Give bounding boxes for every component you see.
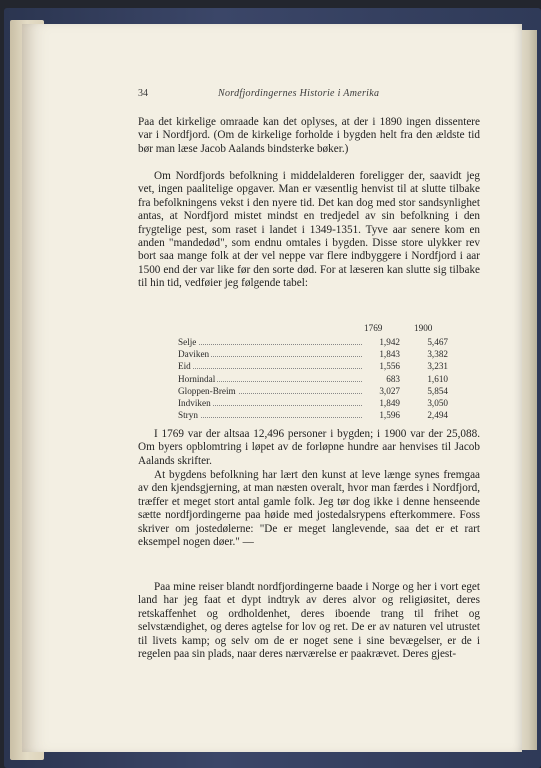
table-cell-1769: 1,843 [379, 349, 400, 360]
population-table [178, 323, 448, 422]
table-body [178, 337, 448, 422]
table-cell-name: Daviken [178, 349, 210, 360]
paragraph-1: Paa det kirkelige omraade kan det oplyses, at der i 1890 ingen dissentere var i Nordfjord. (Om de kirkelige forholde i bygden helt fra den ældste tid bør man læse Jacob Aalands bindsterke bøker.) [138, 116, 480, 155]
table-cell-name: Selje [178, 337, 197, 347]
column-header-1769: 1769 [364, 323, 383, 333]
paragraph-4: At bygdens befolkning har lært den kunst at leve længe synes fremgaa av den kjendsgjerning, at man næsten overalt, hvor man færdes i Nordfjord, træffer et meget stort antal gamle folk. Jeg tør dog ikke i denne henseende sætte nordfjordingerne paa høide med jostedalsrypens efterkommere. Foss skriver om jostedølerne: "De er meget langlevende, saa det er et rart eksempel nogen døer." — [138, 469, 480, 549]
table-cell-1900: 3,050 [427, 397, 448, 408]
table-row [178, 398, 448, 410]
table-cell-name: Indviken [178, 397, 211, 408]
table-row [178, 386, 448, 398]
paragraph-5: Paa mine reiser blandt nordfjordingerne baade i Norge og her i vort eget land har jeg faat et dypt indtryk av deres alvor og religiøsitet, deres retskaffenhet og ordholdenhet, deres iboende trang til frihet og selvstændighet, og deres agtelse for lov og ret. De er av naturen vel utrustet til livets kamp; og selv om de er noget sene i sine bevægelser, er de i regelen paa sin plads, naar deres nærværelse er paakrævet. Deres gjest- [138, 581, 480, 661]
table-cell-1769: 1,942 [379, 337, 400, 347]
table-cell-1769: 1,556 [379, 361, 400, 372]
table-cell-name: Stryn [178, 410, 198, 421]
table-cell-1900: 3,231 [427, 361, 448, 372]
table-row [178, 361, 448, 373]
table-cell-name: Hornindal [178, 373, 216, 384]
table-cell-1769: 3,027 [379, 385, 400, 396]
running-title: Nordfjordingernes Historie i Amerika [218, 88, 380, 99]
table-header [178, 323, 448, 337]
paragraph-3: I 1769 var der altsaa 12,496 personer i bygden; i 1900 var der 25,088. Om byers opblomtring i løpet av de forløpne hundre aar henvises til Jacob Aalands skrifter. [138, 428, 480, 467]
table-cell-name: Eid [178, 361, 191, 372]
table-cell-1900: 2,494 [427, 410, 448, 421]
table-cell-1769: 1,596 [379, 410, 400, 421]
table-cell-1900: 3,382 [427, 349, 448, 360]
table-cell-name: Gloppen-Breim [178, 385, 236, 396]
paragraph-2: Om Nordfjords befolkning i middelalderen foreligger der, saavidt jeg vet, ingen paalitelige opgaver. Man er væsentlig henvist til at slutte tilbake fra befolkningens vekst i den nyere tid. Det kan dog med stor sandsynlighet antas, at Nordfjord mistet mindst en tredjedel av sin befolkning i den frygtelige pest, som raset i landet i 1349-1351. Tyve aar senere kom en anden "mandedød", som endnu omtales i bygden. Disse store ulykker rev bort saa mange folk at der vel neppe var flere indbyggere i Nordfjord i aar 1500 end der var like før den sorte død. For at læseren kan slutte sig tilbake til hin tid, vedføier jeg følgende tabel: [138, 170, 480, 290]
table-row [178, 410, 448, 422]
dot-leader [180, 344, 362, 345]
table-row [178, 374, 448, 386]
table-cell-1900: 5,854 [427, 385, 448, 396]
table-row [178, 349, 448, 361]
dot-leader [180, 368, 362, 369]
table-cell-1769: 683 [386, 373, 400, 384]
table-cell-1900: 5,467 [427, 337, 448, 347]
table-cell-1769: 1,849 [379, 397, 400, 408]
column-header-1900: 1900 [414, 323, 433, 333]
table-cell-1900: 1,610 [427, 373, 448, 384]
page-number: 34 [138, 88, 148, 99]
table-row [178, 337, 448, 349]
dot-leader [180, 417, 362, 418]
